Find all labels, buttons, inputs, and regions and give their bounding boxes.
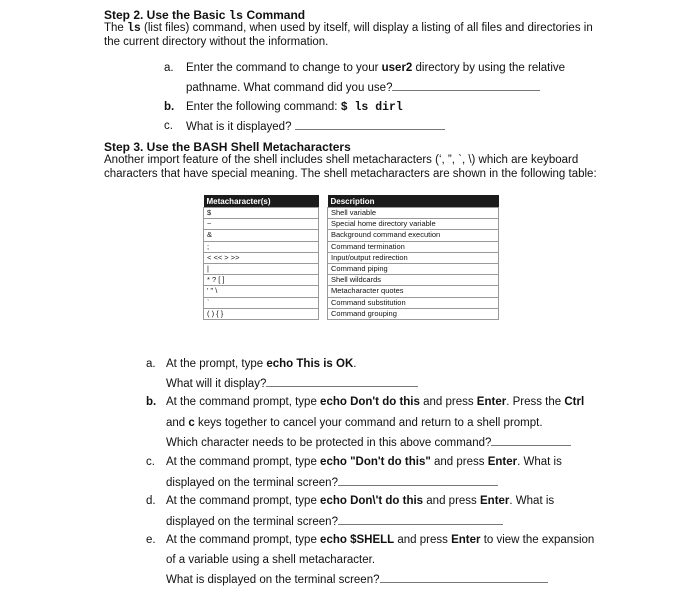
step2-title: Step 2. Use the Basic ls Command [104, 8, 306, 23]
metachar-cell: < << > >> [204, 252, 319, 263]
step2-item-b-line: Enter the following command: $ ls dirl [186, 101, 403, 114]
question-d-label: d. [146, 495, 156, 507]
description-cell: Command termination [328, 241, 499, 252]
header-metacharacters: Metacharacter(s) [204, 195, 319, 208]
question-b-line1: At the command prompt, type echo Don't do this and press Enter. Press the Ctrl [166, 396, 585, 408]
table-header-row [204, 195, 499, 208]
answer-blank[interactable] [491, 436, 571, 446]
question-b-line3: Which character needs to be protected in this above command? [166, 436, 571, 449]
description-cell: Command grouping [328, 308, 499, 319]
metachar-cell: ~ [204, 219, 319, 230]
description-cell: Command substitution [328, 297, 499, 308]
metachar-cell: | [204, 263, 319, 274]
step2-item-b-label: b. [164, 101, 175, 113]
table-row [204, 252, 499, 263]
table-row [204, 230, 499, 241]
metacharacter-table [203, 195, 499, 320]
answer-blank[interactable] [338, 476, 498, 486]
step2-item-a-line1: Enter the command to change to your user2 directory by using the relative [186, 62, 566, 74]
metachar-cell: ' " \ [204, 286, 319, 297]
description-cell: Input/output redirection [328, 252, 499, 263]
answer-blank[interactable] [338, 515, 503, 525]
description-cell: Shell variable [328, 208, 499, 219]
question-e-line1: At the command prompt, type echo $SHELL and press Enter to view the expansion [166, 534, 595, 546]
description-cell: Shell wildcards [328, 275, 499, 286]
description-cell: Background command execution [328, 230, 499, 241]
question-c-line1: At the command prompt, type echo "Don't do this" and press Enter. What is [166, 456, 562, 468]
question-d-line1: At the command prompt, type echo Don\'t do this and press Enter. What is [166, 495, 555, 507]
description-cell: Command piping [328, 263, 499, 274]
question-a-line2: What will it display? [166, 377, 418, 390]
step2-item-c-line: What is it displayed? [186, 120, 445, 133]
question-d-line2: displayed on the terminal screen? [166, 515, 503, 528]
question-a-line1: At the prompt, type echo This is OK. [166, 358, 357, 370]
table-row [204, 286, 499, 297]
metachar-cell: ; [204, 241, 319, 252]
answer-blank[interactable] [392, 81, 540, 91]
header-description: Description [328, 195, 499, 208]
table-row [204, 241, 499, 252]
table-row [204, 208, 499, 219]
table-row [204, 297, 499, 308]
answer-blank[interactable] [295, 120, 445, 130]
metachar-cell: ` [204, 297, 319, 308]
table-row [204, 308, 499, 319]
step2-desc-line1: The ls (list files) command, when used by itself, will display a listing of all files and directories in [104, 22, 593, 35]
metachar-cell: & [204, 230, 319, 241]
table-row [204, 275, 499, 286]
question-e-label: e. [146, 534, 156, 546]
step2-desc-line2: the current directory without the information. [104, 36, 329, 48]
step3-desc-line2: characters that have special meaning. The shell metacharacters are shown in the following table: [104, 168, 597, 180]
answer-blank[interactable] [266, 377, 418, 387]
answer-blank[interactable] [380, 573, 548, 583]
metachar-cell: ( ) { } [204, 308, 319, 319]
metachar-cell: * ? [ ] [204, 275, 319, 286]
description-cell: Special home directory variable [328, 219, 499, 230]
step2-item-c-label: c. [164, 120, 173, 132]
step3-title: Step 3. Use the BASH Shell Metacharacters [104, 140, 351, 154]
step2-item-a-line2: pathname. What command did you use? [186, 81, 540, 94]
metachar-cell: $ [204, 208, 319, 219]
step2-item-a-label: a. [164, 62, 174, 74]
description-cell: Metacharacter quotes [328, 286, 499, 297]
question-c-label: c. [146, 456, 155, 468]
question-e-line2: of a variable using a shell metacharacter. [166, 554, 376, 566]
question-e-line3: What is displayed on the terminal screen? [166, 573, 548, 586]
table-row [204, 263, 499, 274]
question-a-label: a. [146, 358, 156, 370]
question-c-line2: displayed on the terminal screen? [166, 476, 498, 489]
step3-desc-line1: Another import feature of the shell includes shell metacharacters (‘, ”, `, \) which are keyboard [104, 154, 579, 166]
table-row [204, 219, 499, 230]
question-b-label: b. [146, 396, 157, 408]
question-b-line2: and c keys together to cancel your command and return to a shell prompt. [166, 417, 543, 429]
